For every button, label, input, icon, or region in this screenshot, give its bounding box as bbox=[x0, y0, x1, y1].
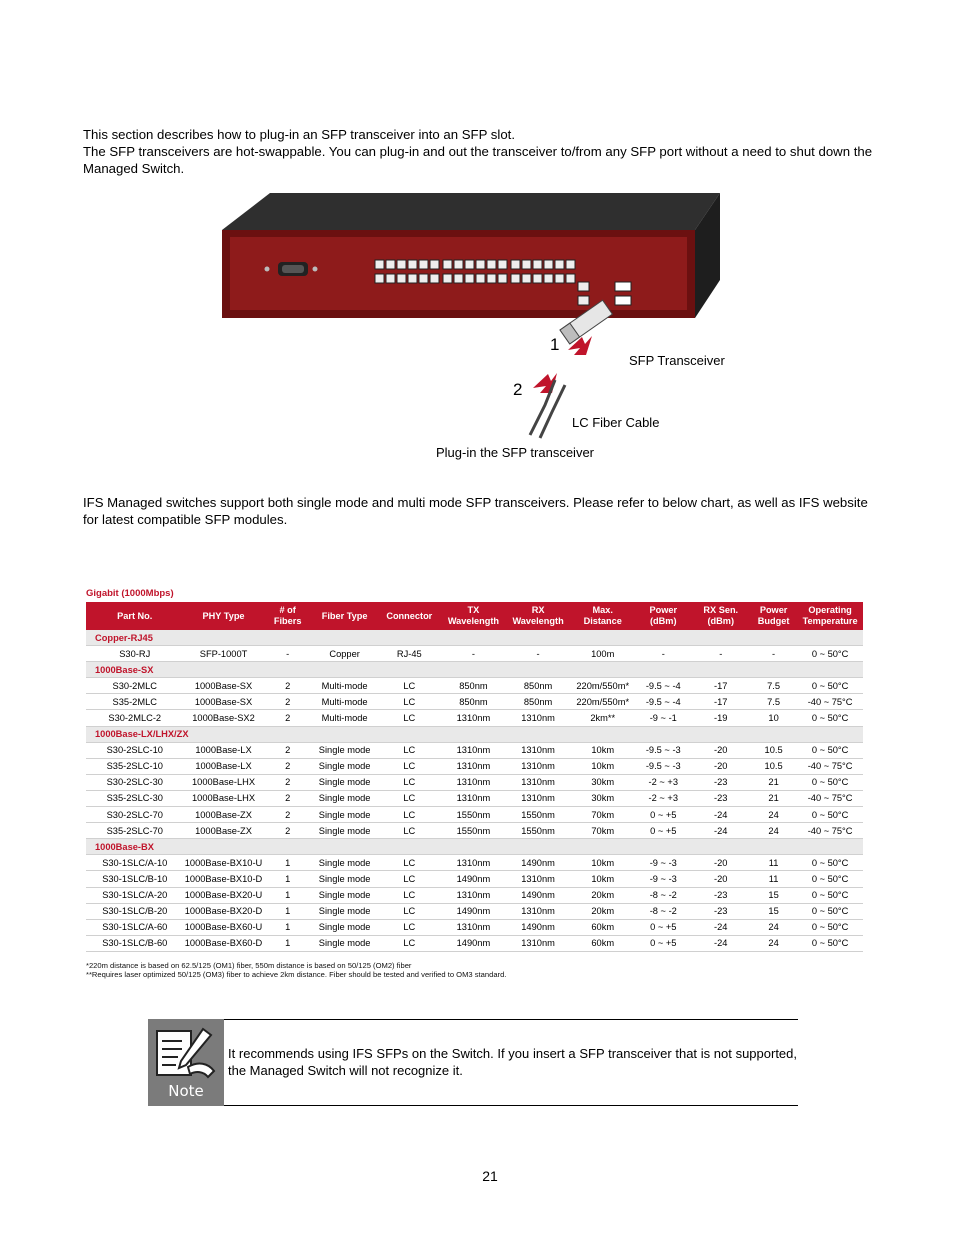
table-cell: 7.5 bbox=[750, 694, 797, 710]
intro-text bbox=[83, 126, 873, 177]
table-cell: 10km bbox=[570, 758, 635, 774]
table-cell: 1000Base-LX bbox=[184, 758, 264, 774]
table-cell: Single mode bbox=[312, 790, 378, 806]
table-cell: LC bbox=[377, 807, 441, 823]
table-row bbox=[86, 871, 863, 887]
table-cell: -19 bbox=[692, 710, 751, 726]
table-cell: LC bbox=[377, 871, 441, 887]
step-1-label: 1 bbox=[550, 335, 560, 354]
table-cell: 1310nm bbox=[506, 871, 571, 887]
table-cell: -40 ~ 75°C bbox=[797, 758, 863, 774]
table-cell: -9 ~ -1 bbox=[635, 710, 691, 726]
table-cell: 1 bbox=[264, 855, 312, 871]
table-cell: 1310nm bbox=[441, 742, 506, 758]
table-cell: 1490nm bbox=[506, 919, 571, 935]
table-cell: 1000Base-SX bbox=[184, 678, 264, 694]
table-cell: -20 bbox=[692, 871, 751, 887]
table-cell: LC bbox=[377, 774, 441, 790]
header-cell: PHY Type bbox=[184, 602, 264, 630]
table-cell: 7.5 bbox=[750, 678, 797, 694]
table-cell: 15 bbox=[750, 887, 797, 903]
table-cell: 850nm bbox=[441, 678, 506, 694]
table-cell: S30-1SLC/A-20 bbox=[86, 887, 184, 903]
table-cell: 10km bbox=[570, 871, 635, 887]
table-cell: 2 bbox=[264, 807, 312, 823]
table-cell: 1 bbox=[264, 903, 312, 919]
table-cell: 1490nm bbox=[441, 903, 506, 919]
header-cell: Power Budget bbox=[750, 602, 797, 630]
lc-fiber-cable-label: LC Fiber Cable bbox=[572, 415, 660, 430]
table-cell: -8 ~ -2 bbox=[635, 887, 691, 903]
table-cell: 2 bbox=[264, 694, 312, 710]
table-cell: -2 ~ +3 bbox=[635, 790, 691, 806]
sfp-spec-table bbox=[86, 602, 863, 952]
table-cell: 1310nm bbox=[441, 710, 506, 726]
table-cell: 1 bbox=[264, 887, 312, 903]
table-cell: 0 ~ +5 bbox=[635, 935, 691, 951]
table-cell: S35-2SLC-70 bbox=[86, 823, 184, 839]
support-text: IFS Managed switches support both single mode and multi mode SFP transceivers. Please refer to below chart, as well as IFS website for latest compatible SFP modules. bbox=[83, 495, 868, 527]
table-cell: 11 bbox=[750, 871, 797, 887]
table-cell: 1310nm bbox=[506, 758, 571, 774]
table-cell: 1 bbox=[264, 919, 312, 935]
table-cell: 2 bbox=[264, 678, 312, 694]
table-cell: 1000Base-ZX bbox=[184, 823, 264, 839]
table-cell: 10 bbox=[750, 710, 797, 726]
spec-footnotes bbox=[86, 961, 863, 980]
header-cell: Max. Distance bbox=[570, 602, 635, 630]
table-cell: - bbox=[635, 646, 691, 662]
table-cell: 1000Base-BX10-U bbox=[184, 855, 264, 871]
table-cell: 10.5 bbox=[750, 758, 797, 774]
table-cell: LC bbox=[377, 758, 441, 774]
table-cell: Single mode bbox=[312, 935, 378, 951]
table-cell: 1000Base-SX bbox=[184, 694, 264, 710]
table-cell: 850nm bbox=[441, 694, 506, 710]
group-label: 1000Base-SX bbox=[86, 662, 863, 678]
group-row bbox=[86, 839, 863, 855]
table-cell: LC bbox=[377, 790, 441, 806]
table-cell: -24 bbox=[692, 807, 751, 823]
table-cell: 0 ~ 50°C bbox=[797, 887, 863, 903]
table-cell: 1000Base-BX60-D bbox=[184, 935, 264, 951]
table-cell: -2 ~ +3 bbox=[635, 774, 691, 790]
table-cell: 220m/550m* bbox=[570, 678, 635, 694]
table-cell: Single mode bbox=[312, 823, 378, 839]
table-cell: LC bbox=[377, 694, 441, 710]
table-cell: - bbox=[692, 646, 751, 662]
table-cell: 15 bbox=[750, 903, 797, 919]
table-cell: -20 bbox=[692, 758, 751, 774]
table-cell: 100m bbox=[570, 646, 635, 662]
note-top-rule bbox=[224, 1019, 798, 1020]
page-number: 21 bbox=[482, 1168, 498, 1184]
table-cell: Multi-mode bbox=[312, 694, 378, 710]
header-cell: RX Sen. (dBm) bbox=[692, 602, 751, 630]
table-cell: -23 bbox=[692, 774, 751, 790]
figure-caption: Plug-in the SFP transceiver bbox=[436, 445, 594, 460]
table-cell: LC bbox=[377, 903, 441, 919]
table-cell: RJ-45 bbox=[377, 646, 441, 662]
table-cell: 0 ~ 50°C bbox=[797, 742, 863, 758]
table-row bbox=[86, 710, 863, 726]
table-cell: -24 bbox=[692, 823, 751, 839]
table-cell: S35-2SLC-30 bbox=[86, 790, 184, 806]
table-row bbox=[86, 646, 863, 662]
table-cell: 0 ~ 50°C bbox=[797, 807, 863, 823]
table-cell: -40 ~ 75°C bbox=[797, 790, 863, 806]
table-cell: 1550nm bbox=[441, 823, 506, 839]
table-cell: Single mode bbox=[312, 903, 378, 919]
table-cell: -9.5 ~ -4 bbox=[635, 678, 691, 694]
table-cell: 850nm bbox=[506, 678, 571, 694]
table-cell: 30km bbox=[570, 774, 635, 790]
table-cell: 0 ~ 50°C bbox=[797, 678, 863, 694]
table-cell: 1000Base-ZX bbox=[184, 807, 264, 823]
table-cell: 2 bbox=[264, 710, 312, 726]
table-cell: 20km bbox=[570, 887, 635, 903]
table-row bbox=[86, 694, 863, 710]
table-cell: 0 ~ 50°C bbox=[797, 855, 863, 871]
group-row bbox=[86, 630, 863, 646]
header-cell: Power (dBm) bbox=[635, 602, 691, 630]
note-pencil-icon bbox=[148, 1019, 224, 1106]
table-cell: -20 bbox=[692, 742, 751, 758]
table-cell: S30-1SLC/B-60 bbox=[86, 935, 184, 951]
note-bottom-rule bbox=[224, 1105, 798, 1106]
table-cell: Single mode bbox=[312, 807, 378, 823]
table-cell: 10km bbox=[570, 855, 635, 871]
header-cell: Connector bbox=[377, 602, 441, 630]
table-cell: S30-RJ bbox=[86, 646, 184, 662]
table-cell: S30-2SLC-70 bbox=[86, 807, 184, 823]
table-cell: -17 bbox=[692, 694, 751, 710]
table-cell: 1000Base-BX10-D bbox=[184, 871, 264, 887]
table-cell: Copper bbox=[312, 646, 378, 662]
table-cell: Single mode bbox=[312, 919, 378, 935]
table-row bbox=[86, 887, 863, 903]
table-cell: 1550nm bbox=[441, 807, 506, 823]
table-cell: 0 ~ 50°C bbox=[797, 710, 863, 726]
group-label: 1000Base-BX bbox=[86, 839, 863, 855]
table-cell: 2km** bbox=[570, 710, 635, 726]
table-cell: 1310nm bbox=[506, 935, 571, 951]
table-cell: 1 bbox=[264, 935, 312, 951]
table-cell: 1310nm bbox=[506, 903, 571, 919]
table-cell: LC bbox=[377, 935, 441, 951]
table-cell: 1310nm bbox=[441, 790, 506, 806]
group-row bbox=[86, 662, 863, 678]
table-cell: 20km bbox=[570, 903, 635, 919]
table-cell: 0 ~ +5 bbox=[635, 919, 691, 935]
table-cell: LC bbox=[377, 919, 441, 935]
table-cell: Single mode bbox=[312, 774, 378, 790]
table-cell: 1310nm bbox=[441, 855, 506, 871]
footnote-1: *220m distance is based on 62.5/125 (OM1) fiber, 550m distance is based on 50/125 (OM2) fiber bbox=[86, 960, 412, 970]
table-cell: 11 bbox=[750, 855, 797, 871]
table-cell: -23 bbox=[692, 903, 751, 919]
table-cell: 10km bbox=[570, 742, 635, 758]
table-cell: Single mode bbox=[312, 871, 378, 887]
table-cell: 1310nm bbox=[506, 742, 571, 758]
table-cell: - bbox=[441, 646, 506, 662]
table-cell: S30-1SLC/A-10 bbox=[86, 855, 184, 871]
table-cell: 24 bbox=[750, 935, 797, 951]
table-cell: S30-2MLC-2 bbox=[86, 710, 184, 726]
table-cell: S35-2MLC bbox=[86, 694, 184, 710]
table-cell: Single mode bbox=[312, 742, 378, 758]
table-cell: 1000Base-BX60-U bbox=[184, 919, 264, 935]
table-cell: 1310nm bbox=[506, 790, 571, 806]
table-cell: 60km bbox=[570, 935, 635, 951]
table-cell: S30-2MLC bbox=[86, 678, 184, 694]
table-cell: 2 bbox=[264, 823, 312, 839]
table-cell: 1550nm bbox=[506, 807, 571, 823]
table-cell: 220m/550m* bbox=[570, 694, 635, 710]
table-cell: -40 ~ 75°C bbox=[797, 694, 863, 710]
table-cell: 2 bbox=[264, 790, 312, 806]
table-cell: Single mode bbox=[312, 855, 378, 871]
table-cell: 30km bbox=[570, 790, 635, 806]
sfp-spec-chart bbox=[86, 588, 863, 980]
table-cell: S35-2SLC-10 bbox=[86, 758, 184, 774]
header-cell: Part No. bbox=[86, 602, 184, 630]
table-row bbox=[86, 919, 863, 935]
header-cell: TX Wavelength bbox=[441, 602, 506, 630]
table-row bbox=[86, 774, 863, 790]
table-cell: -40 ~ 75°C bbox=[797, 823, 863, 839]
table-cell: -23 bbox=[692, 790, 751, 806]
table-cell: 1310nm bbox=[441, 774, 506, 790]
table-cell: LC bbox=[377, 855, 441, 871]
table-cell: -9 ~ -3 bbox=[635, 871, 691, 887]
header-cell: Fiber Type bbox=[312, 602, 378, 630]
table-cell: Multi-mode bbox=[312, 710, 378, 726]
table-row bbox=[86, 903, 863, 919]
table-cell: S30-2SLC-10 bbox=[86, 742, 184, 758]
header-cell: # of Fibers bbox=[264, 602, 312, 630]
group-row bbox=[86, 726, 863, 742]
table-cell: 0 ~ 50°C bbox=[797, 935, 863, 951]
table-cell: 0 ~ 50°C bbox=[797, 774, 863, 790]
table-cell: -20 bbox=[692, 855, 751, 871]
table-cell: 60km bbox=[570, 919, 635, 935]
table-cell: 2 bbox=[264, 758, 312, 774]
table-cell: - bbox=[264, 646, 312, 662]
step-2-label: 2 bbox=[513, 380, 523, 399]
table-cell: LC bbox=[377, 710, 441, 726]
table-cell: -8 ~ -2 bbox=[635, 903, 691, 919]
table-row bbox=[86, 807, 863, 823]
table-cell: -9.5 ~ -3 bbox=[635, 742, 691, 758]
table-cell: S30-1SLC/B-10 bbox=[86, 871, 184, 887]
table-row bbox=[86, 855, 863, 871]
table-cell: - bbox=[750, 646, 797, 662]
table-cell: 1310nm bbox=[441, 758, 506, 774]
table-cell: 1490nm bbox=[441, 871, 506, 887]
table-cell: - bbox=[506, 646, 571, 662]
table-cell: -9.5 ~ -4 bbox=[635, 694, 691, 710]
spec-table-header bbox=[86, 602, 863, 630]
header-cell: RX Wavelength bbox=[506, 602, 571, 630]
sfp-transceiver-label: SFP Transceiver bbox=[629, 353, 725, 368]
table-cell: 0 ~ 50°C bbox=[797, 646, 863, 662]
table-cell: 0 ~ 50°C bbox=[797, 871, 863, 887]
table-cell: -17 bbox=[692, 678, 751, 694]
table-cell: 0 ~ +5 bbox=[635, 823, 691, 839]
table-cell: 1 bbox=[264, 871, 312, 887]
table-cell: 1490nm bbox=[506, 855, 571, 871]
table-cell: 21 bbox=[750, 790, 797, 806]
table-cell: LC bbox=[377, 887, 441, 903]
table-cell: 70km bbox=[570, 807, 635, 823]
table-cell: 70km bbox=[570, 823, 635, 839]
table-cell: Single mode bbox=[312, 758, 378, 774]
table-cell: LC bbox=[377, 823, 441, 839]
note-label: Note bbox=[168, 1082, 204, 1100]
table-cell: LC bbox=[377, 678, 441, 694]
intro-line-1: This section describes how to plug-in an SFP transceiver into an SFP slot. bbox=[83, 127, 515, 142]
table-cell: S30-2SLC-30 bbox=[86, 774, 184, 790]
table-cell: 1000Base-BX20-D bbox=[184, 903, 264, 919]
table-cell: -24 bbox=[692, 919, 751, 935]
table-cell: 1000Base-LHX bbox=[184, 774, 264, 790]
table-row bbox=[86, 678, 863, 694]
table-cell: 1000Base-BX20-U bbox=[184, 887, 264, 903]
table-cell: -9.5 ~ -3 bbox=[635, 758, 691, 774]
note-text: It recommends using IFS SFPs on the Switch. If you insert a SFP transceiver that is not supported, the Managed Switch will not recognize it. bbox=[228, 1046, 797, 1078]
table-cell: 1550nm bbox=[506, 823, 571, 839]
table-row bbox=[86, 823, 863, 839]
sfp-plugin-illustration bbox=[200, 190, 740, 440]
table-row bbox=[86, 742, 863, 758]
table-cell: 2 bbox=[264, 774, 312, 790]
intro-line-2: The SFP transceivers are hot-swappable. You can plug-in and out the transceiver to/from any SFP port without a need to shut down the Managed Switch. bbox=[83, 144, 873, 176]
table-cell: 1490nm bbox=[506, 887, 571, 903]
table-cell: 24 bbox=[750, 807, 797, 823]
table-cell: 1310nm bbox=[441, 919, 506, 935]
table-row bbox=[86, 790, 863, 806]
table-cell: S30-1SLC/B-20 bbox=[86, 903, 184, 919]
table-row bbox=[86, 935, 863, 951]
table-cell: 10.5 bbox=[750, 742, 797, 758]
table-cell: S30-1SLC/A-60 bbox=[86, 919, 184, 935]
table-cell: -9 ~ -3 bbox=[635, 855, 691, 871]
table-cell: 24 bbox=[750, 919, 797, 935]
table-cell: 2 bbox=[264, 742, 312, 758]
group-label: 1000Base-LX/LHX/ZX bbox=[86, 726, 863, 742]
table-cell: 1310nm bbox=[441, 887, 506, 903]
table-cell: 1000Base-SX2 bbox=[184, 710, 264, 726]
table-cell: -23 bbox=[692, 887, 751, 903]
table-cell: 24 bbox=[750, 823, 797, 839]
group-label: Copper-RJ45 bbox=[86, 630, 863, 646]
table-cell: Multi-mode bbox=[312, 678, 378, 694]
table-cell: 850nm bbox=[506, 694, 571, 710]
table-cell: -24 bbox=[692, 935, 751, 951]
table-cell: 0 ~ 50°C bbox=[797, 903, 863, 919]
table-cell: 1490nm bbox=[441, 935, 506, 951]
footnote-2: **Requires laser optimized 50/125 (OM3) fiber to achieve 2km distance. Fiber should be tested and verified to OM3 standard. bbox=[86, 970, 507, 980]
table-cell: SFP-1000T bbox=[184, 646, 264, 662]
table-cell: Single mode bbox=[312, 887, 378, 903]
table-cell: 0 ~ +5 bbox=[635, 807, 691, 823]
table-cell: 1310nm bbox=[506, 710, 571, 726]
table-cell: LC bbox=[377, 742, 441, 758]
table-cell: 1000Base-LX bbox=[184, 742, 264, 758]
table-cell: 1310nm bbox=[506, 774, 571, 790]
header-cell: Operating Temperature bbox=[797, 602, 863, 630]
spec-chart-title: Gigabit (1000Mbps) bbox=[86, 588, 174, 599]
table-cell: 0 ~ 50°C bbox=[797, 919, 863, 935]
table-cell: 21 bbox=[750, 774, 797, 790]
table-row bbox=[86, 758, 863, 774]
table-cell: 1000Base-LHX bbox=[184, 790, 264, 806]
